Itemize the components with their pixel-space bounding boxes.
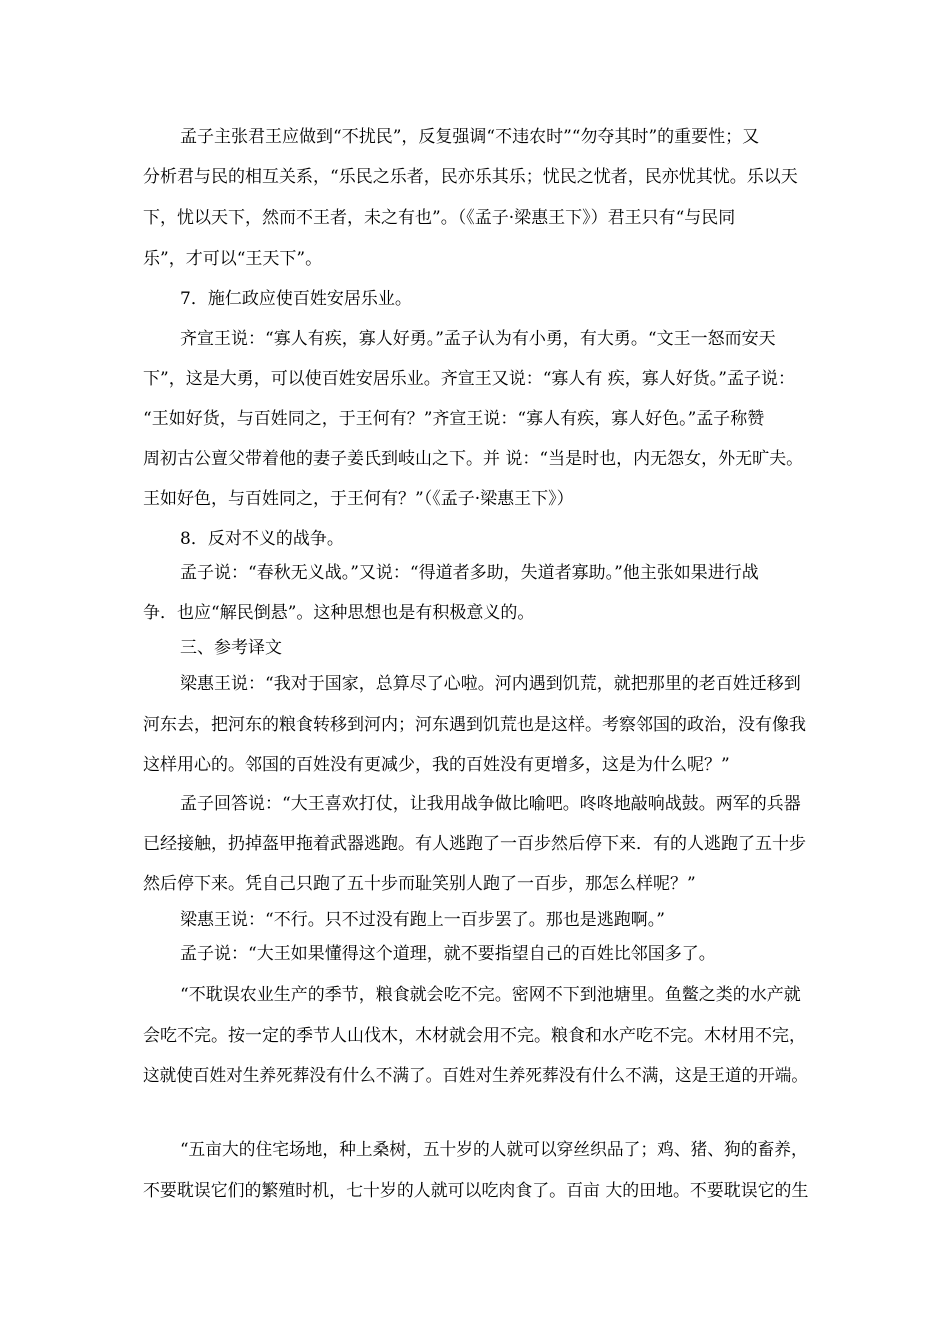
paragraph-line: “五亩大的住宅场地，种上桑树，五十岁的人就可以穿丝织品了；鸡、猪、狗的畜养，: [180, 1140, 808, 1160]
section-heading: 三、参考译文: [180, 638, 282, 658]
paragraph-line: 不要耽误它们的繁殖时机，七十岁的人就可以吃肉食了。百亩 大的田地。不要耽误它的生: [143, 1181, 809, 1201]
paragraph-line: 下”，这是大勇，可以使百姓安居乐业。齐宣王又说：“寡人有 疾，寡人好货。”孟子说：: [143, 369, 795, 389]
paragraph-line: 孟子说：“大王如果懂得这个道理，就不要指望自己的百姓比邻国多了。: [180, 944, 716, 964]
paragraph-line: “王如好货，与百姓同之，于王何有？”齐宣王说：“寡人有疾，寡人好色。”孟子称赞: [143, 409, 765, 429]
paragraph-line: 孟子主张君王应做到“不扰民”，反复强调“不违农时”“勿夺其时”的重要性；又: [180, 127, 760, 147]
paragraph-line: 会吃不完。按一定的季节人山伐木，木材就会用不完。粮食和水产吃不完。木材用不完，: [143, 1026, 806, 1046]
paragraph-line: 周初古公亶父带着他的妻子姜氏到岐山之下。并 说：“当是时也，内无怨女，外无旷夫。: [143, 449, 804, 469]
paragraph-line: 这就使百姓对生养死葬没有什么不满了。百姓对生养死葬没有什么不满，这是王道的开端。: [143, 1066, 808, 1086]
paragraph-line: 然后停下来。凭自己只跑了五十步而耻笑别人跑了一百步，那怎么样呢？”: [143, 874, 696, 894]
paragraph-line: 争．也应“解民倒悬”。这种思想也是有积极意义的。: [143, 603, 535, 623]
paragraph-line: 梁惠王说：“不行。只不过没有跑上一百步罢了。那也是逃跑啊。”: [180, 910, 665, 930]
paragraph-line: 王如好色，与百姓同之，于王何有？”（《孟子·梁惠王下》）: [143, 489, 574, 509]
paragraph-line: 已经接触，扔掉盔甲拖着武器逃跑。有人逃跑了一百步然后停下来．有的人逃跑了五十步: [143, 834, 806, 854]
paragraph-line: 齐宣王说：“寡人有疾，寡人好勇。”孟子认为有小勇，有大勇。“文王一怒而安天: [180, 329, 776, 349]
paragraph-line: 孟子说：“春秋无义战。”又说：“得道者多助，失道者寡助。”他主张如果进行战: [180, 563, 759, 583]
paragraph-line: 这样用心的。邻国的百姓没有更减少，我的百姓没有更增多，这是为什么呢？”: [143, 755, 730, 775]
paragraph-line: 梁惠王说：“我对于国家，总算尽了心啦。河内遇到饥荒，就把那里的老百姓迁移到: [180, 674, 801, 694]
section-heading: 8．反对不义的战争。: [180, 529, 344, 549]
paragraph-line: 乐”，才可以“王天下”。: [143, 249, 323, 269]
section-heading: 7．施仁政应使百姓安居乐业。: [180, 289, 412, 309]
paragraph-line: “不耽误农业生产的季节，粮食就会吃不完。密网不下到池塘里。鱼鳖之类的水产就: [180, 985, 801, 1005]
paragraph-line: 下，忧以天下，然而不王者，未之有也”。（《孟子·梁惠王下》）君王只有“与民同: [143, 208, 736, 228]
paragraph-line: 河东去，把河东的粮食转移到河内；河东遇到饥荒也是这样。考察邻国的政治，没有像我: [143, 715, 806, 735]
paragraph-line: 孟子回答说：“大王喜欢打仗，让我用战争做比喻吧。咚咚地敲响战鼓。两军的兵器: [180, 794, 801, 814]
paragraph-line: 分析君与民的相互关系，“乐民之乐者，民亦乐其乐；忧民之忧者，民亦忧其忧。乐以天: [143, 167, 798, 187]
